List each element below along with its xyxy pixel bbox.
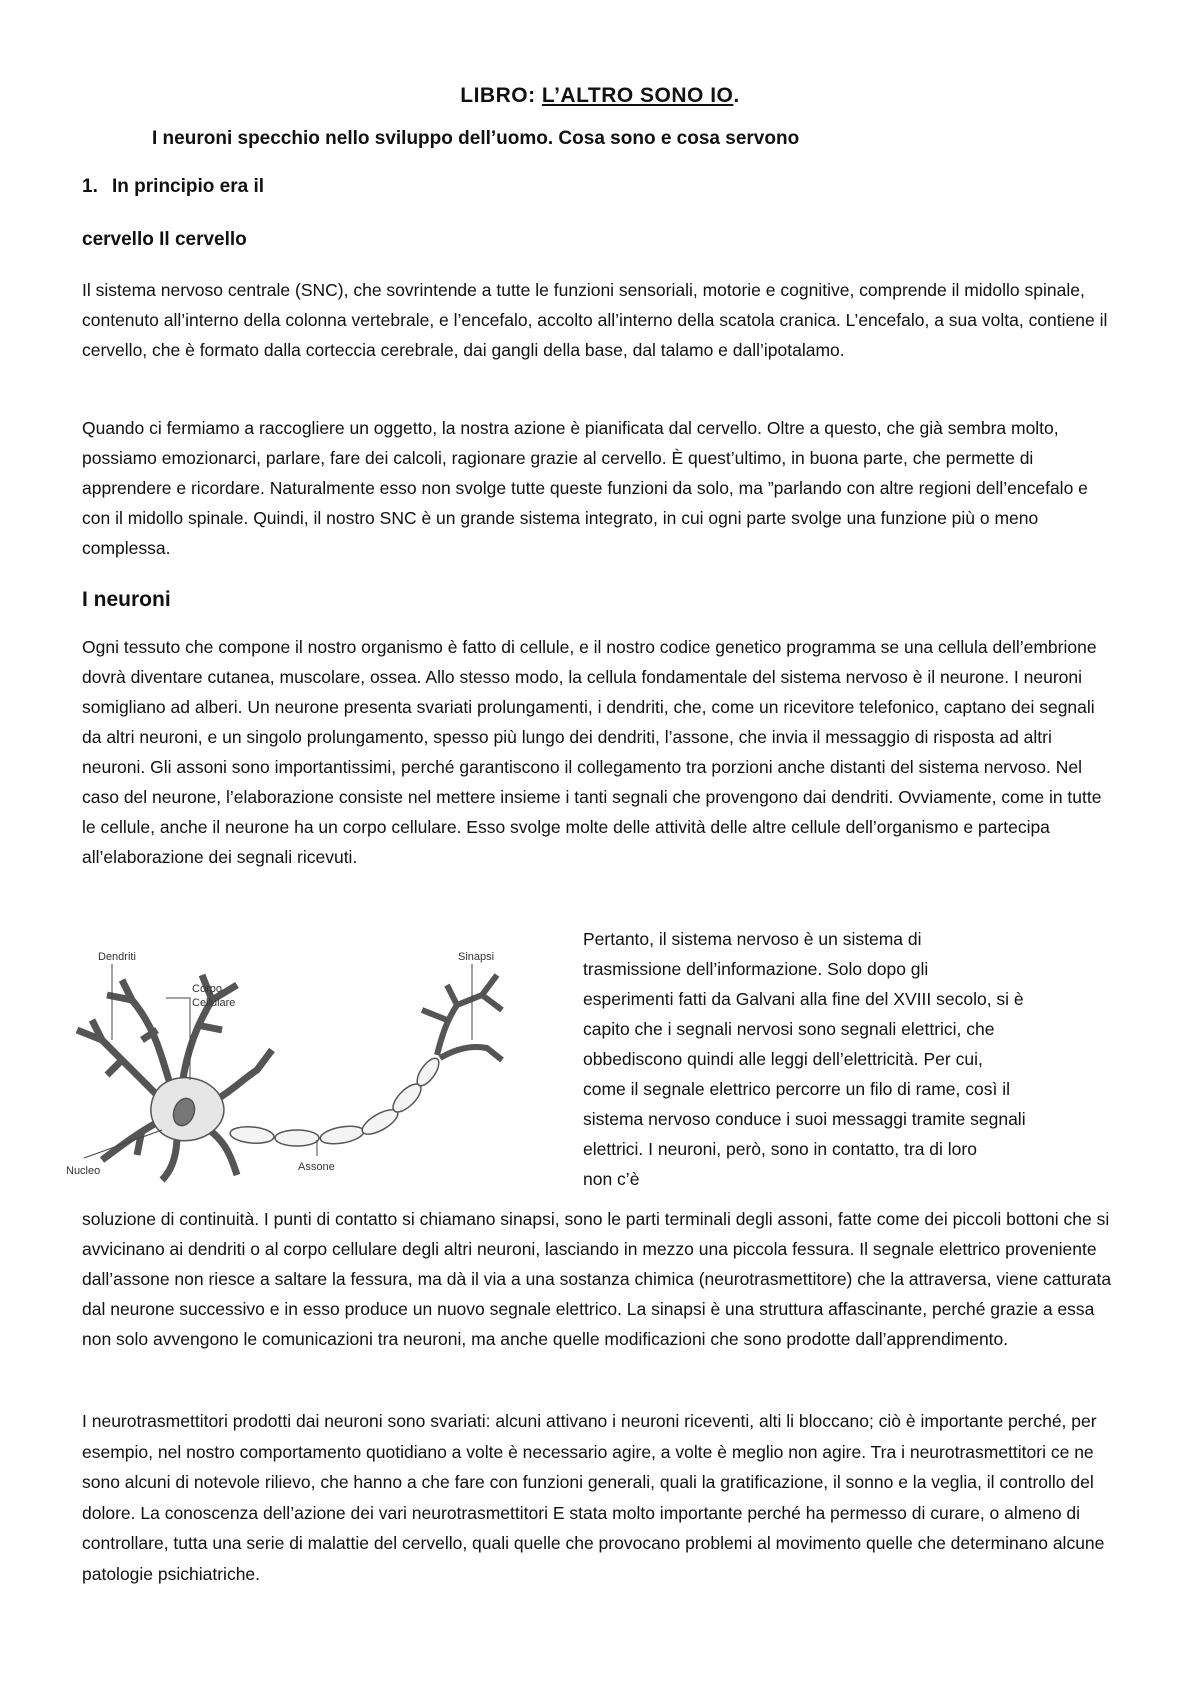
paragraph-neuroni: Ogni tessuto che compone il nostro organismo è fatto di cellule, e il nostro codice genetico programma se una cellula dell’embrione dovrà diventare cutanea, muscolare, ossea. Allo stesso modo, la cellula fondamentale del sistema nervoso è il neurone. I neuroni somigliano ad alberi. Un neurone presenta svariati prolungamenti, i dendriti, che, come un ricevitore telefonico, captano dei segnali da altri neuroni, e un singolo prolungamento, spesso più lungo dei dendriti, l’assone, che invia il messaggio di risposta ad altri neuroni. Gli assoni sono importantissimi, perché garantiscono il collegamento tra porzioni anche distanti del sistema nervoso. Nel caso del neurone, l’elaborazione consiste nel mettere insieme i tanti segnali che provengono dai dendriti. Ovviamente, come in tutte le cellule, anche il neurone ha un corpo cellulare. Esso svolge molte delle attività delle altre cellule dell’organismo e partecipa all’elaborazione dei segnali ricevuti. bbox=[82, 637, 1102, 867]
subheading-neuroni: I neuroni bbox=[82, 588, 171, 611]
neuron-diagram bbox=[62, 930, 560, 1185]
page-subtitle: I neuroni specchio nello sviluppo dell’uomo. Cosa sono e cosa servono bbox=[152, 128, 800, 149]
paragraph-sinapsi: soluzione di continuità. I punti di contatto si chiamano sinapsi, sono le parti terminali degli assoni, fatte come dei piccoli bottoni che si avvicinano ai dendriti o al corpo cellulare degli altri neuroni, lasciando in mezzo una piccola fessura. Il segnale elettrico proveniente dall’assone non riesce a saltare la fessura, ma dà il via a una sostanza chimica (neurotrasmettitore) che la attraversa, viene catturata dal neurone successivo e in esso produce un nuovo segnale elettrico. La sinapsi è una struttura affascinante, perché grazie a essa non solo avvengono le comunicazioni tra neuroni, ma anche quelle modificazioni che sono prodotte dall’apprendimento. bbox=[82, 1209, 1112, 1349]
side-line: Pertanto, il sistema nervoso è un sistema di bbox=[583, 929, 922, 949]
side-line: esperimenti fatti da Galvani alla fine del XVIII secolo, si è bbox=[583, 989, 1024, 1009]
label-corpo: Corpo bbox=[192, 983, 222, 995]
neuron-illustration bbox=[62, 930, 560, 1185]
side-line: sistema nervoso conduce i suoi messaggi tramite segnali bbox=[583, 1109, 1026, 1129]
side-line: capito che i segnali nervosi sono segnali elettrici, che bbox=[583, 1019, 995, 1039]
side-line: come il segnale elettrico percorre un filo di rame, così il bbox=[583, 1079, 1010, 1099]
title-prefix: LIBRO: bbox=[460, 84, 542, 107]
section-number: 1. bbox=[82, 176, 98, 197]
title-suffix: . bbox=[733, 84, 740, 107]
side-line: non c’è bbox=[583, 1169, 640, 1189]
label-sinapsi: Sinapsi bbox=[458, 951, 495, 963]
section-heading bbox=[82, 176, 264, 198]
label-assone: Assone bbox=[298, 1161, 335, 1173]
label-nucleo: Nucleo bbox=[66, 1165, 101, 1177]
paragraph-cervello: Quando ci fermiamo a raccogliere un oggetto, la nostra azione è pianificata dal cervello. Oltre a questo, che già sembra molto, possiamo emozionarci, parlare, fare dei calcoli, ragionare grazie al cervello. È quest’ultimo, in buona parte, che permette di apprendere e ricordare. Naturalmente esso non svolge tutte queste funzioni da solo, ma ”parlando con altre regioni dell’encefalo e con il midollo spinale. Quindi, il nostro SNC è un grande sistema integrato, in cui ogni parte svolge una funzione più o meno complessa. bbox=[82, 418, 1088, 558]
page-title bbox=[0, 84, 1200, 108]
paragraph-neurotrasmettitori: I neurotrasmettitori prodotti dai neuroni sono svariati: alcuni attivano i neuroni riceventi, alti li bloccano; ciò è importante perché, per esempio, nel nostro comportamento quotidiano a volte è necessario agire, a volte è meglio non agire. Tra i neurotrasmettitori ce ne sono alcuni di notevole rilievo, che hanno a che fare con funzioni generali, quali la gratificazione, il sonno e la veglia, il controllo del dolore. La conoscenza dell’azione dei vari neurotrasmettitori E stata molto importante perché ha permesso di curare, o almeno di controllare, tutta una serie di malattie del cervello, quali quelle che provocano problemi al movimento quelle che determinano alcune patologie psichiatriche. bbox=[82, 1411, 1105, 1584]
section-heading-line1: In principio era il bbox=[112, 176, 265, 197]
label-dendriti: Dendriti bbox=[98, 951, 136, 963]
side-line: obbediscono quindi alle leggi dell’elettricità. Per cui, bbox=[583, 1049, 983, 1069]
paragraph-snc: Il sistema nervoso centrale (SNC), che sovrintende a tutte le funzioni sensoriali, motorie e cognitive, comprende il midollo spinale, contenuto all’interno della colonna vertebrale, e l’encefalo, accolto all’interno della scatola cranica. L’encefalo, a sua volta, contiene il cervello, che è formato dalla corteccia cerebrale, dai gangli della base, dal talamo e dall’ipotalamo. bbox=[82, 280, 1108, 360]
side-paragraph bbox=[583, 924, 1123, 1194]
title-book-name: L’ALTRO SONO IO bbox=[541, 84, 734, 107]
label-cellulare: Cellulare bbox=[192, 997, 236, 1009]
section-heading-line2: cervello Il cervello bbox=[82, 229, 247, 250]
side-line: trasmissione dell’informazione. Solo dopo gli bbox=[583, 959, 929, 979]
side-line: elettrici. I neuroni, però, sono in contatto, tra di loro bbox=[583, 1139, 977, 1159]
